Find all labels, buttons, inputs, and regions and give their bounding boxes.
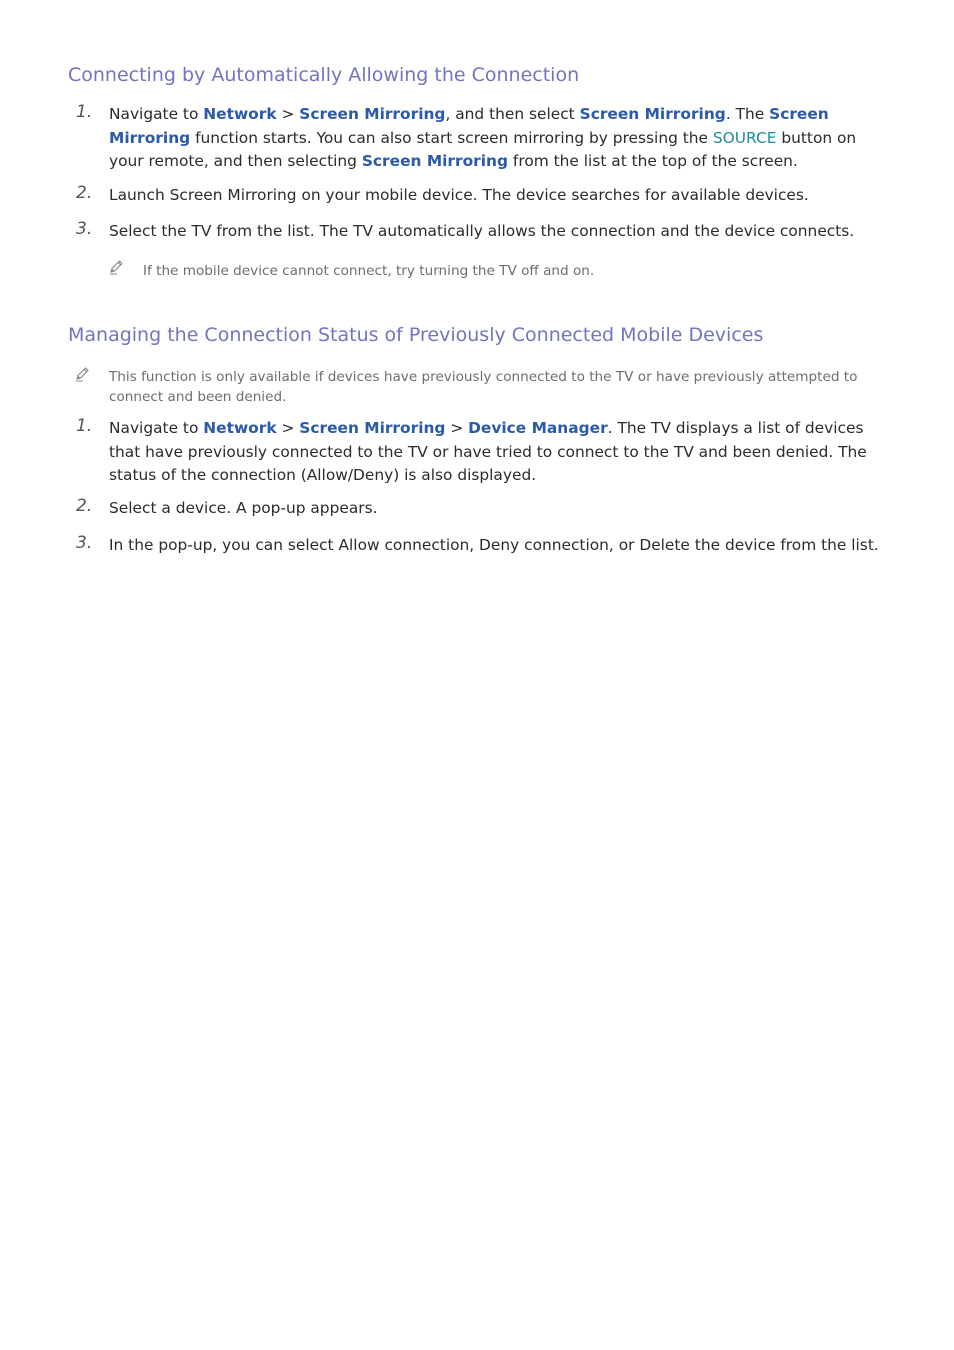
step-number: 1. (76, 416, 93, 436)
menu-path-keyword: Device Manager (468, 419, 608, 437)
pencil-icon (74, 366, 90, 382)
note (74, 365, 884, 409)
step-text-segment: Launch Screen Mirroring on your mobile device. The device searches for available devices. (109, 186, 809, 204)
step-item (76, 220, 888, 246)
step-text (109, 497, 889, 521)
step-text-segment: Select a device. A pop-up appears. (109, 499, 378, 517)
step-text-segment: Navigate to (109, 105, 204, 123)
step-text-segment: In the pop-up, you can select Allow connection, Deny connection, or Delete the device from the list. (109, 536, 879, 554)
note (108, 258, 888, 282)
step-text (109, 220, 889, 244)
step-item (76, 417, 888, 489)
step-number: 2. (76, 183, 93, 203)
step-text-segment: button on your remote, and then selecting (109, 128, 857, 170)
section-title-auto-allow: Connecting by Automatically Allowing the Connection (68, 64, 580, 86)
menu-path-keyword: Screen Mirroring (109, 105, 829, 147)
menu-path-keyword: Network (203, 419, 277, 437)
menu-path-keyword: Screen Mirroring (299, 419, 446, 437)
menu-path-keyword: Screen Mirroring (361, 152, 509, 170)
step-text-segment: . The TV displays a list of devices that have previously connected to the TV or have tried to connect to the TV and been denied. The status of the connection (Allow/Deny) is also displayed. (109, 419, 867, 484)
step-text-segment: > (276, 419, 300, 437)
step-item (76, 184, 888, 210)
step-text-segment: from the list at the top of the screen. (508, 152, 798, 170)
step-text-segment: Navigate to (109, 419, 204, 437)
step-number: 2. (76, 496, 93, 516)
step-text (109, 184, 889, 208)
step-number: 3. (76, 219, 93, 239)
step-text (109, 417, 889, 488)
step-text-segment: . The (725, 105, 770, 123)
section-title-manage-status: Managing the Connection Status of Previously Connected Mobile Devices (68, 324, 764, 346)
menu-path-keyword: Network (203, 105, 277, 123)
step-text-segment: > (276, 105, 300, 123)
menu-path-keyword: Screen Mirroring (579, 105, 726, 123)
step-text-segment: Select the TV from the list. The TV automatically allows the connection and the device connects. (109, 222, 855, 240)
step-text-segment: , and then select (445, 105, 580, 123)
menu-path-keyword: SOURCE (712, 128, 777, 147)
step-number: 1. (76, 102, 93, 122)
step-number: 3. (76, 533, 93, 553)
step-item (76, 103, 888, 175)
step-text-segment: function starts. You can also start screen mirroring by pressing the (190, 128, 713, 147)
step-text (109, 103, 889, 174)
menu-path-keyword: Screen Mirroring (299, 105, 446, 123)
note-text: This function is only available if devices have previously connected to the TV or have previously attempted to connect and been denied. (109, 369, 858, 405)
step-item (76, 534, 888, 584)
step-item (76, 497, 888, 523)
step-text (109, 534, 889, 558)
note-text: If the mobile device cannot connect, try turning the TV off and on. (143, 263, 595, 279)
step-text-segment: > (445, 419, 469, 437)
pencil-icon (108, 259, 124, 275)
